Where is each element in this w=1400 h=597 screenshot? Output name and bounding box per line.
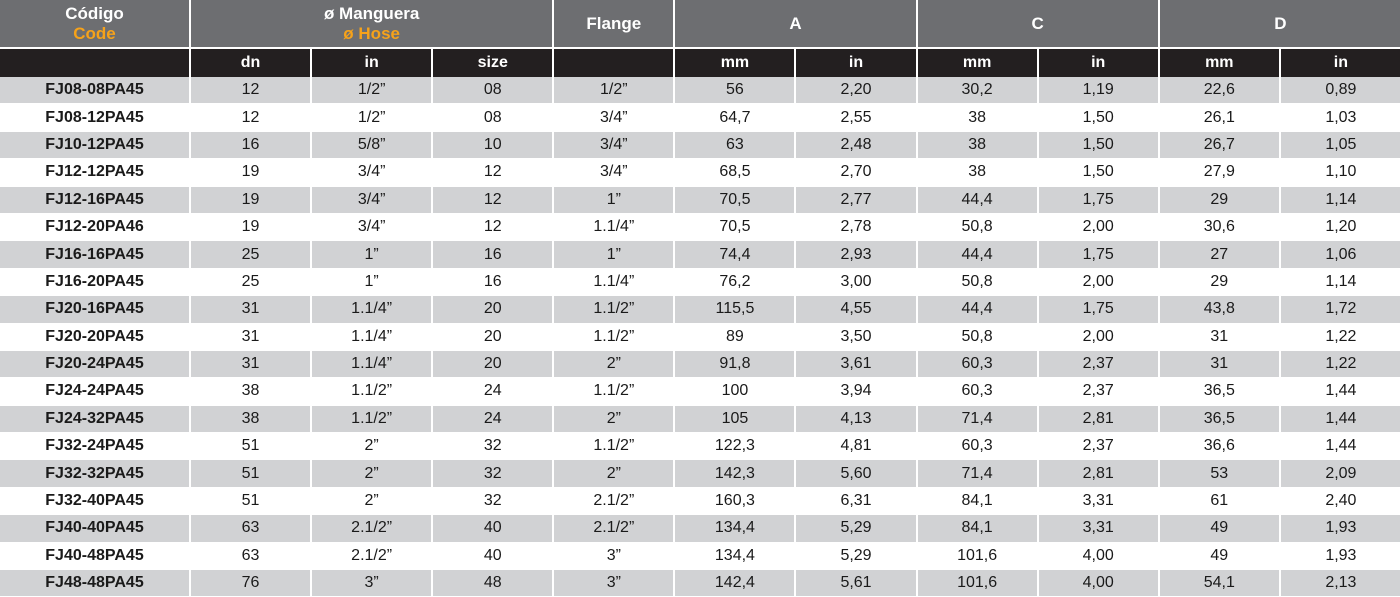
part-code-cell: FJ32-40PA45 [0,487,190,514]
table-cell: 44,4 [917,296,1038,323]
table-cell: 25 [190,241,311,268]
table-cell: 19 [190,213,311,240]
unit-header-cell: in [1280,49,1400,77]
table-row [0,296,1400,323]
table-cell: 1,10 [1280,159,1400,186]
table-cell: 2,55 [795,104,916,131]
table-cell: 60,3 [917,378,1038,405]
table-cell: 2,37 [1038,350,1159,377]
table-cell: 4,55 [795,296,916,323]
table-cell: 1,50 [1038,131,1159,158]
table-cell: 2,00 [1038,268,1159,295]
part-code-cell: FJ08-08PA45 [0,77,190,104]
table-cell: 105 [674,405,795,432]
part-code-cell: FJ12-16PA45 [0,186,190,213]
unit-header-cell: mm [917,49,1038,77]
part-code-cell: FJ24-24PA45 [0,378,190,405]
table-cell: 2,81 [1038,405,1159,432]
unit-header-cell: in [1038,49,1159,77]
table-cell: 84,1 [917,515,1038,542]
table-cell: 1,75 [1038,296,1159,323]
table-cell: 1,14 [1280,186,1400,213]
table-cell: 3” [311,570,432,597]
table-cell: 84,1 [917,487,1038,514]
table-cell: 122,3 [674,433,795,460]
table-cell: 3,94 [795,378,916,405]
table-cell: 1/2” [311,77,432,104]
table-cell: 1,14 [1280,268,1400,295]
table-cell: 2,00 [1038,323,1159,350]
part-code-cell: FJ12-12PA45 [0,159,190,186]
table-cell: 27 [1159,241,1280,268]
table-cell: 49 [1159,515,1280,542]
table-row [0,77,1400,104]
table-cell: 1,50 [1038,104,1159,131]
table-cell: 2” [553,350,674,377]
table-cell: 19 [190,159,311,186]
table-cell: 4,13 [795,405,916,432]
table-cell: 2,00 [1038,213,1159,240]
table-cell: 54,1 [1159,570,1280,597]
header-a: A [674,0,916,47]
table-cell: 24 [432,378,553,405]
table-cell: 1.1/4” [311,350,432,377]
table-cell: 2,13 [1280,570,1400,597]
unit-header-cell: mm [674,49,795,77]
table-row [0,405,1400,432]
table-cell: 30,2 [917,77,1038,104]
unit-header-cell: in [311,49,432,77]
table-cell: 1/2” [553,77,674,104]
table-cell: 3,50 [795,323,916,350]
table-cell: 60,3 [917,350,1038,377]
header-code-label: Code [73,23,116,43]
table-cell: 74,4 [674,241,795,268]
table-cell: 44,4 [917,241,1038,268]
table-cell: 2.1/2” [311,515,432,542]
table-cell: 1,44 [1280,433,1400,460]
table-cell: 76 [190,570,311,597]
table-cell: 0,89 [1280,77,1400,104]
table-cell: 50,8 [917,268,1038,295]
table-row [0,378,1400,405]
table-cell: 2” [311,433,432,460]
table-cell: 2,77 [795,186,916,213]
table-cell: 5,29 [795,515,916,542]
table-row [0,104,1400,131]
table-cell: 160,3 [674,487,795,514]
table-cell: 31 [190,323,311,350]
table-cell: 08 [432,104,553,131]
table-cell: 20 [432,350,553,377]
unit-header-cell [0,49,190,77]
table-cell: 38 [917,104,1038,131]
table-cell: 1” [311,268,432,295]
table-row [0,131,1400,158]
table-row [0,487,1400,514]
table-body [0,77,1400,597]
table-cell: 1/2” [311,104,432,131]
table-cell: 1.1/2” [553,296,674,323]
unit-header-cell: in [795,49,916,77]
header-manguera-label: ø Manguera [323,3,420,23]
table-row [0,186,1400,213]
table-cell: 1,72 [1280,296,1400,323]
table-cell: 31 [1159,350,1280,377]
table-cell: 142,3 [674,460,795,487]
table-cell: 3/4” [553,159,674,186]
table-cell: 3,00 [795,268,916,295]
table-cell: 19 [190,186,311,213]
table-cell: 4,00 [1038,542,1159,569]
table-cell: 16 [432,241,553,268]
part-code-cell: FJ40-40PA45 [0,515,190,542]
table-cell: 1.1/4” [311,323,432,350]
table-cell: 36,5 [1159,378,1280,405]
table-row [0,570,1400,597]
part-code-cell: FJ20-24PA45 [0,350,190,377]
unit-header-cell: dn [190,49,311,77]
header-code [0,0,190,47]
table-cell: 60,3 [917,433,1038,460]
table-cell: 2,37 [1038,433,1159,460]
table-row [0,241,1400,268]
table-cell: 12 [432,186,553,213]
table-cell: 1” [553,241,674,268]
table-cell: 1,05 [1280,131,1400,158]
table-cell: 30,6 [1159,213,1280,240]
table-cell: 3,31 [1038,515,1159,542]
table-cell: 12 [190,104,311,131]
table-row [0,515,1400,542]
table-cell: 12 [432,213,553,240]
table-row [0,268,1400,295]
table-cell: 29 [1159,268,1280,295]
table-cell: 142,4 [674,570,795,597]
table-cell: 50,8 [917,323,1038,350]
table-cell: 2,93 [795,241,916,268]
table-cell: 2,09 [1280,460,1400,487]
part-code-cell: FJ32-24PA45 [0,433,190,460]
table-cell: 2,40 [1280,487,1400,514]
unit-header-cell: size [432,49,553,77]
table-cell: 38 [917,131,1038,158]
header-c: C [917,0,1159,47]
part-code-cell: FJ20-20PA45 [0,323,190,350]
part-code-cell: FJ20-16PA45 [0,296,190,323]
table-cell: 1,93 [1280,542,1400,569]
table-cell: 40 [432,515,553,542]
table-cell: 100 [674,378,795,405]
table-cell: 134,4 [674,515,795,542]
table-cell: 5,61 [795,570,916,597]
table-cell: 70,5 [674,213,795,240]
part-code-cell: FJ40-48PA45 [0,542,190,569]
table-cell: 38 [190,378,311,405]
table-cell: 3/4” [553,104,674,131]
table-cell: 71,4 [917,405,1038,432]
table-cell: 2” [311,460,432,487]
header-flange: Flange [553,0,674,47]
table-cell: 20 [432,323,553,350]
header-d: D [1159,0,1400,47]
header-hose [190,0,553,47]
table-row [0,213,1400,240]
table-cell: 31 [190,350,311,377]
table-cell: 70,5 [674,186,795,213]
table-cell: 5,60 [795,460,916,487]
table-cell: 31 [1159,323,1280,350]
table-cell: 1,06 [1280,241,1400,268]
part-code-cell: FJ10-12PA45 [0,131,190,158]
table-cell: 1.1/2” [553,323,674,350]
table-cell: 3,31 [1038,487,1159,514]
part-code-cell: FJ16-20PA45 [0,268,190,295]
table-cell: 36,6 [1159,433,1280,460]
table-cell: 31 [190,296,311,323]
table-cell: 1.1/2” [553,378,674,405]
table-cell: 22,6 [1159,77,1280,104]
table-cell: 38 [917,159,1038,186]
table-cell: 2” [311,487,432,514]
table-cell: 27,9 [1159,159,1280,186]
table-cell: 36,5 [1159,405,1280,432]
table-cell: 1,44 [1280,405,1400,432]
table-cell: 26,7 [1159,131,1280,158]
table-cell: 26,1 [1159,104,1280,131]
table-cell: 4,00 [1038,570,1159,597]
table-cell: 10 [432,131,553,158]
table-cell: 38 [190,405,311,432]
table-cell: 16 [432,268,553,295]
table-cell: 32 [432,487,553,514]
table-cell: 53 [1159,460,1280,487]
table-cell: 32 [432,433,553,460]
table-cell: 91,8 [674,350,795,377]
table-cell: 1.1/2” [311,405,432,432]
table-cell: 32 [432,460,553,487]
table-cell: 71,4 [917,460,1038,487]
table-cell: 1” [311,241,432,268]
table-cell: 2” [553,460,674,487]
table-cell: 12 [432,159,553,186]
table-cell: 3/4” [553,131,674,158]
table-cell: 1.1/4” [553,213,674,240]
table-cell: 08 [432,77,553,104]
table-cell: 1,50 [1038,159,1159,186]
table-cell: 20 [432,296,553,323]
table-row [0,542,1400,569]
table-cell: 48 [432,570,553,597]
part-code-cell: FJ48-48PA45 [0,570,190,597]
table-cell: 3” [553,570,674,597]
table-cell: 29 [1159,186,1280,213]
table-cell: 1,75 [1038,186,1159,213]
table-cell: 2.1/2” [553,515,674,542]
unit-header-cell: mm [1159,49,1280,77]
table-cell: 2,37 [1038,378,1159,405]
table-cell: 4,81 [795,433,916,460]
table-cell: 5,29 [795,542,916,569]
table-cell: 1.1/4” [311,296,432,323]
table-cell: 40 [432,542,553,569]
table-cell: 2.1/2” [311,542,432,569]
table-cell: 6,31 [795,487,916,514]
part-code-cell: FJ16-16PA45 [0,241,190,268]
table-cell: 43,8 [1159,296,1280,323]
table-cell: 89 [674,323,795,350]
table-row [0,433,1400,460]
table-cell: 44,4 [917,186,1038,213]
table-cell: 1,93 [1280,515,1400,542]
table-cell: 1,22 [1280,350,1400,377]
table-cell: 63 [190,515,311,542]
table-cell: 12 [190,77,311,104]
part-code-cell: FJ12-20PA46 [0,213,190,240]
table-cell: 51 [190,487,311,514]
table-cell: 1,22 [1280,323,1400,350]
table-cell: 3/4” [311,186,432,213]
table-cell: 1,44 [1280,378,1400,405]
part-code-cell: FJ32-32PA45 [0,460,190,487]
table-cell: 25 [190,268,311,295]
table-cell: 63 [190,542,311,569]
table-cell: 1,75 [1038,241,1159,268]
table-cell: 64,7 [674,104,795,131]
part-code-cell: FJ24-32PA45 [0,405,190,432]
table-cell: 51 [190,460,311,487]
table-cell: 3,61 [795,350,916,377]
table-cell: 2” [553,405,674,432]
header-row-groups [0,0,1400,47]
table-cell: 134,4 [674,542,795,569]
table-cell: 2,81 [1038,460,1159,487]
header-row-units [0,49,1400,77]
table-cell: 2,70 [795,159,916,186]
table-cell: 101,6 [917,542,1038,569]
table-cell: 68,5 [674,159,795,186]
table-cell: 1” [553,186,674,213]
header-hose-label: ø Hose [343,23,400,43]
table-row [0,350,1400,377]
table-cell: 56 [674,77,795,104]
table-cell: 49 [1159,542,1280,569]
table-cell: 5/8” [311,131,432,158]
table-cell: 1.1/4” [553,268,674,295]
table-cell: 1,20 [1280,213,1400,240]
table-cell: 16 [190,131,311,158]
table-cell: 76,2 [674,268,795,295]
table-cell: 2,48 [795,131,916,158]
table-cell: 3/4” [311,159,432,186]
table-row [0,323,1400,350]
table-cell: 1,03 [1280,104,1400,131]
table-cell: 61 [1159,487,1280,514]
table-cell: 63 [674,131,795,158]
table-cell: 51 [190,433,311,460]
table-cell: 2,78 [795,213,916,240]
table-cell: 3/4” [311,213,432,240]
table-row [0,159,1400,186]
table-cell: 1.1/2” [553,433,674,460]
table-cell: 50,8 [917,213,1038,240]
table-cell: 101,6 [917,570,1038,597]
table-cell: 1,19 [1038,77,1159,104]
unit-header-cell [553,49,674,77]
table-cell: 1.1/2” [311,378,432,405]
table-cell: 24 [432,405,553,432]
table-cell: 3” [553,542,674,569]
table-cell: 115,5 [674,296,795,323]
table-cell: 2.1/2” [553,487,674,514]
header-codigo-label: Código [65,3,124,23]
table-cell: 2,20 [795,77,916,104]
part-code-cell: FJ08-12PA45 [0,104,190,131]
table-row [0,460,1400,487]
